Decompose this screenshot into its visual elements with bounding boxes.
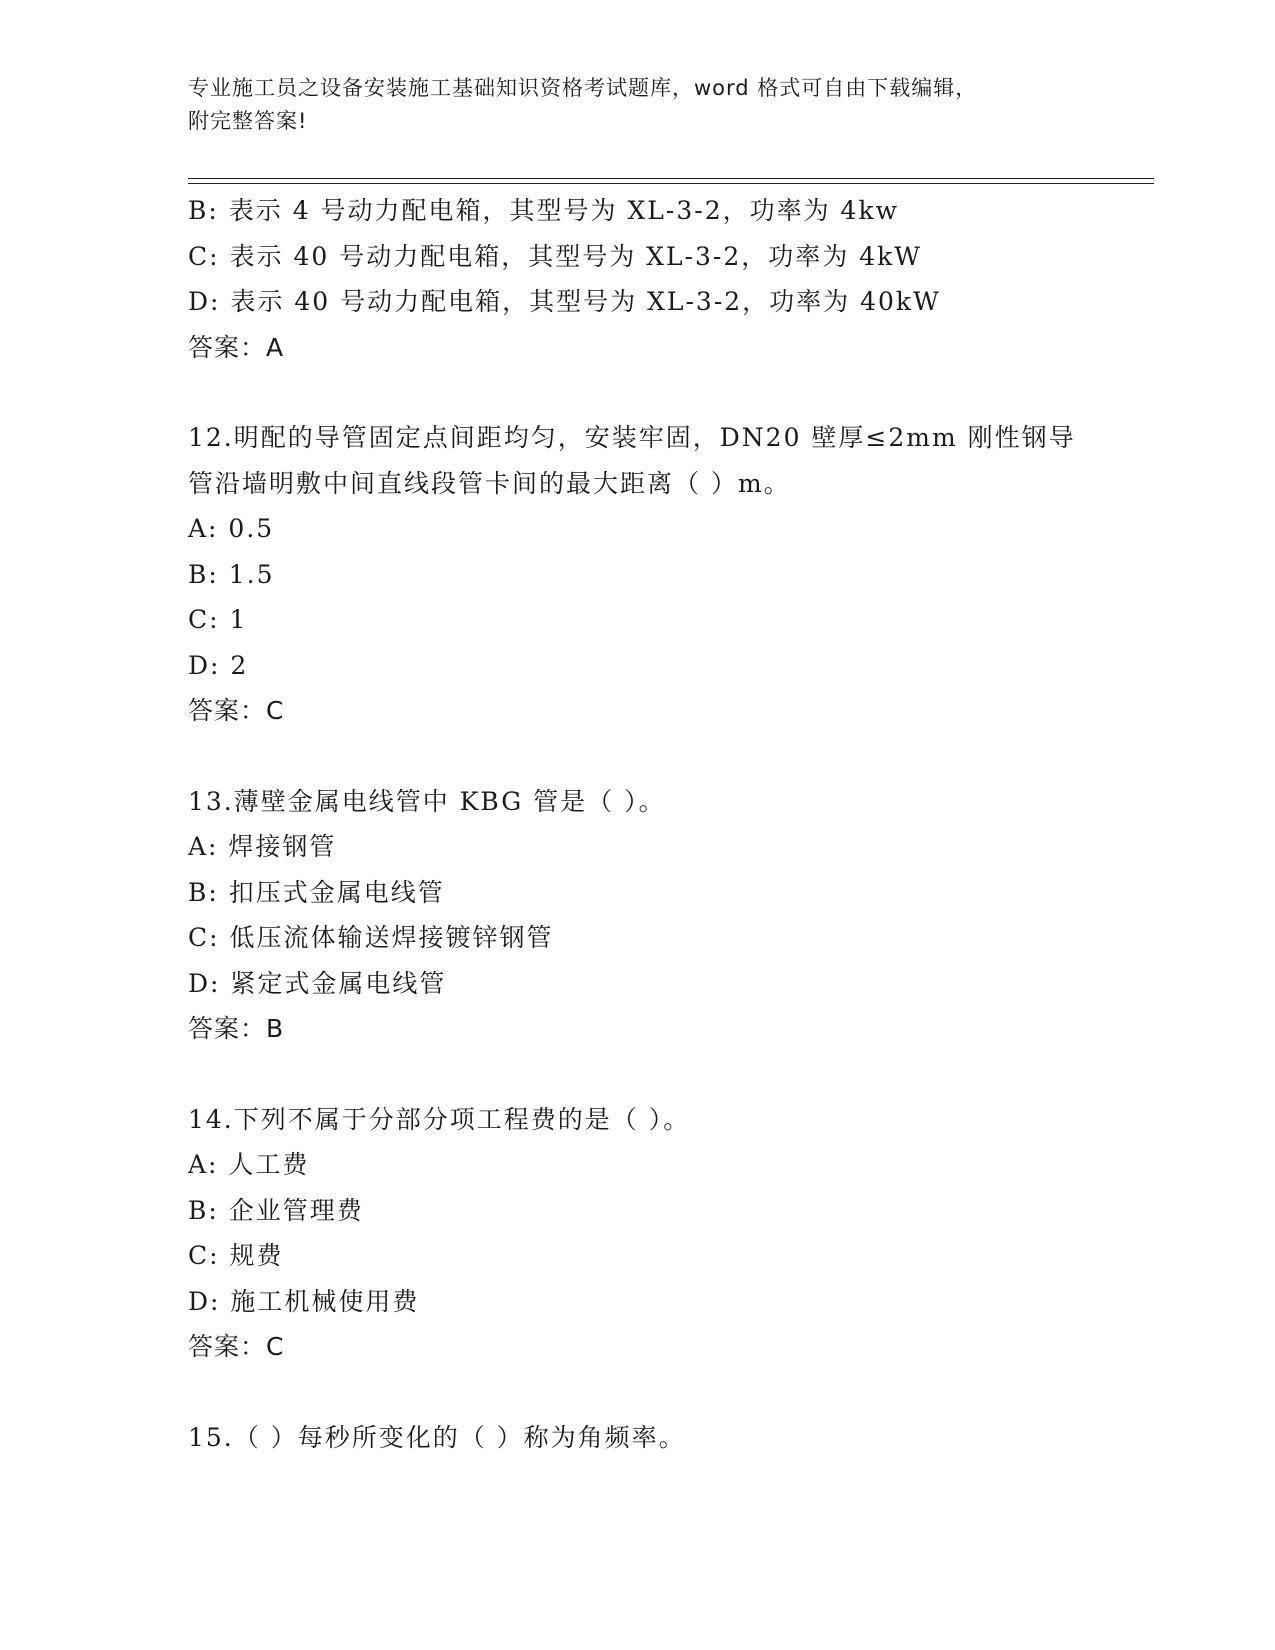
question-13-block bbox=[188, 779, 1088, 1052]
document-header bbox=[188, 72, 1088, 138]
question-14-text: 14.下列不属于分部分项工程费的是（ ）。 bbox=[188, 1104, 691, 1134]
option-a: A: 焊接钢管 bbox=[188, 832, 337, 861]
option-d: D: 施工机械使用费 bbox=[188, 1286, 420, 1316]
header-divider-bottom bbox=[188, 183, 1154, 184]
question-15-block bbox=[188, 1415, 1088, 1461]
answer-line: 答案：A bbox=[188, 332, 285, 362]
option-a: A: 0.5 bbox=[188, 514, 275, 543]
question-15-text: 15.（ ）每秒所变化的（ ）称为角频率。 bbox=[188, 1422, 686, 1452]
option-c: C: 低压流体输送焊接镀锌钢管 bbox=[188, 923, 554, 952]
option-c: C: 表示 40 号动力配电箱，其型号为 XL-3-2，功率为 4kW bbox=[188, 241, 922, 271]
option-b: B: 企业管理费 bbox=[188, 1195, 364, 1225]
option-a: A: 人工费 bbox=[188, 1150, 310, 1179]
prev-question-block bbox=[188, 188, 1088, 370]
spacer bbox=[188, 370, 1088, 415]
header-line-1: 专业施工员之设备安装施工基础知识资格考试题库，word 格式可自由下载编辑， bbox=[188, 76, 978, 100]
question-12-text-line-1: 12.明配的导管固定点间距均匀，安装牢固，DN20 壁厚≤2mm 刚性钢导 bbox=[188, 423, 1076, 452]
question-12-block bbox=[188, 415, 1088, 734]
question-12-text-line-2: 管沿墙明敷中间直线段管卡间的最大距离（ ）m。 bbox=[188, 468, 791, 498]
option-d: D: 紧定式金属电线管 bbox=[188, 968, 447, 998]
option-d: D: 2 bbox=[188, 650, 249, 680]
option-b: B: 1.5 bbox=[188, 559, 275, 589]
spacer bbox=[188, 734, 1088, 779]
answer-line: 答案：C bbox=[188, 1332, 285, 1361]
spacer bbox=[188, 1370, 1088, 1415]
option-b: B: 表示 4 号动力配电箱，其型号为 XL-3-2，功率为 4kw bbox=[188, 196, 899, 225]
option-b: B: 扣压式金属电线管 bbox=[188, 877, 445, 907]
question-14-block bbox=[188, 1097, 1088, 1370]
option-c: C: 规费 bbox=[188, 1241, 284, 1270]
header-line-2: 附完整答案! bbox=[188, 109, 308, 133]
header-divider-top bbox=[188, 178, 1154, 179]
option-c: C: 1 bbox=[188, 605, 248, 634]
question-13-text: 13.薄壁金属电线管中 KBG 管是（ ）。 bbox=[188, 786, 666, 816]
spacer bbox=[188, 1052, 1088, 1097]
question-content bbox=[188, 188, 1088, 1460]
answer-line: 答案：C bbox=[188, 696, 285, 725]
option-d: D: 表示 40 号动力配电箱，其型号为 XL-3-2，功率为 40kW bbox=[188, 287, 941, 316]
answer-line: 答案：B bbox=[188, 1014, 285, 1043]
